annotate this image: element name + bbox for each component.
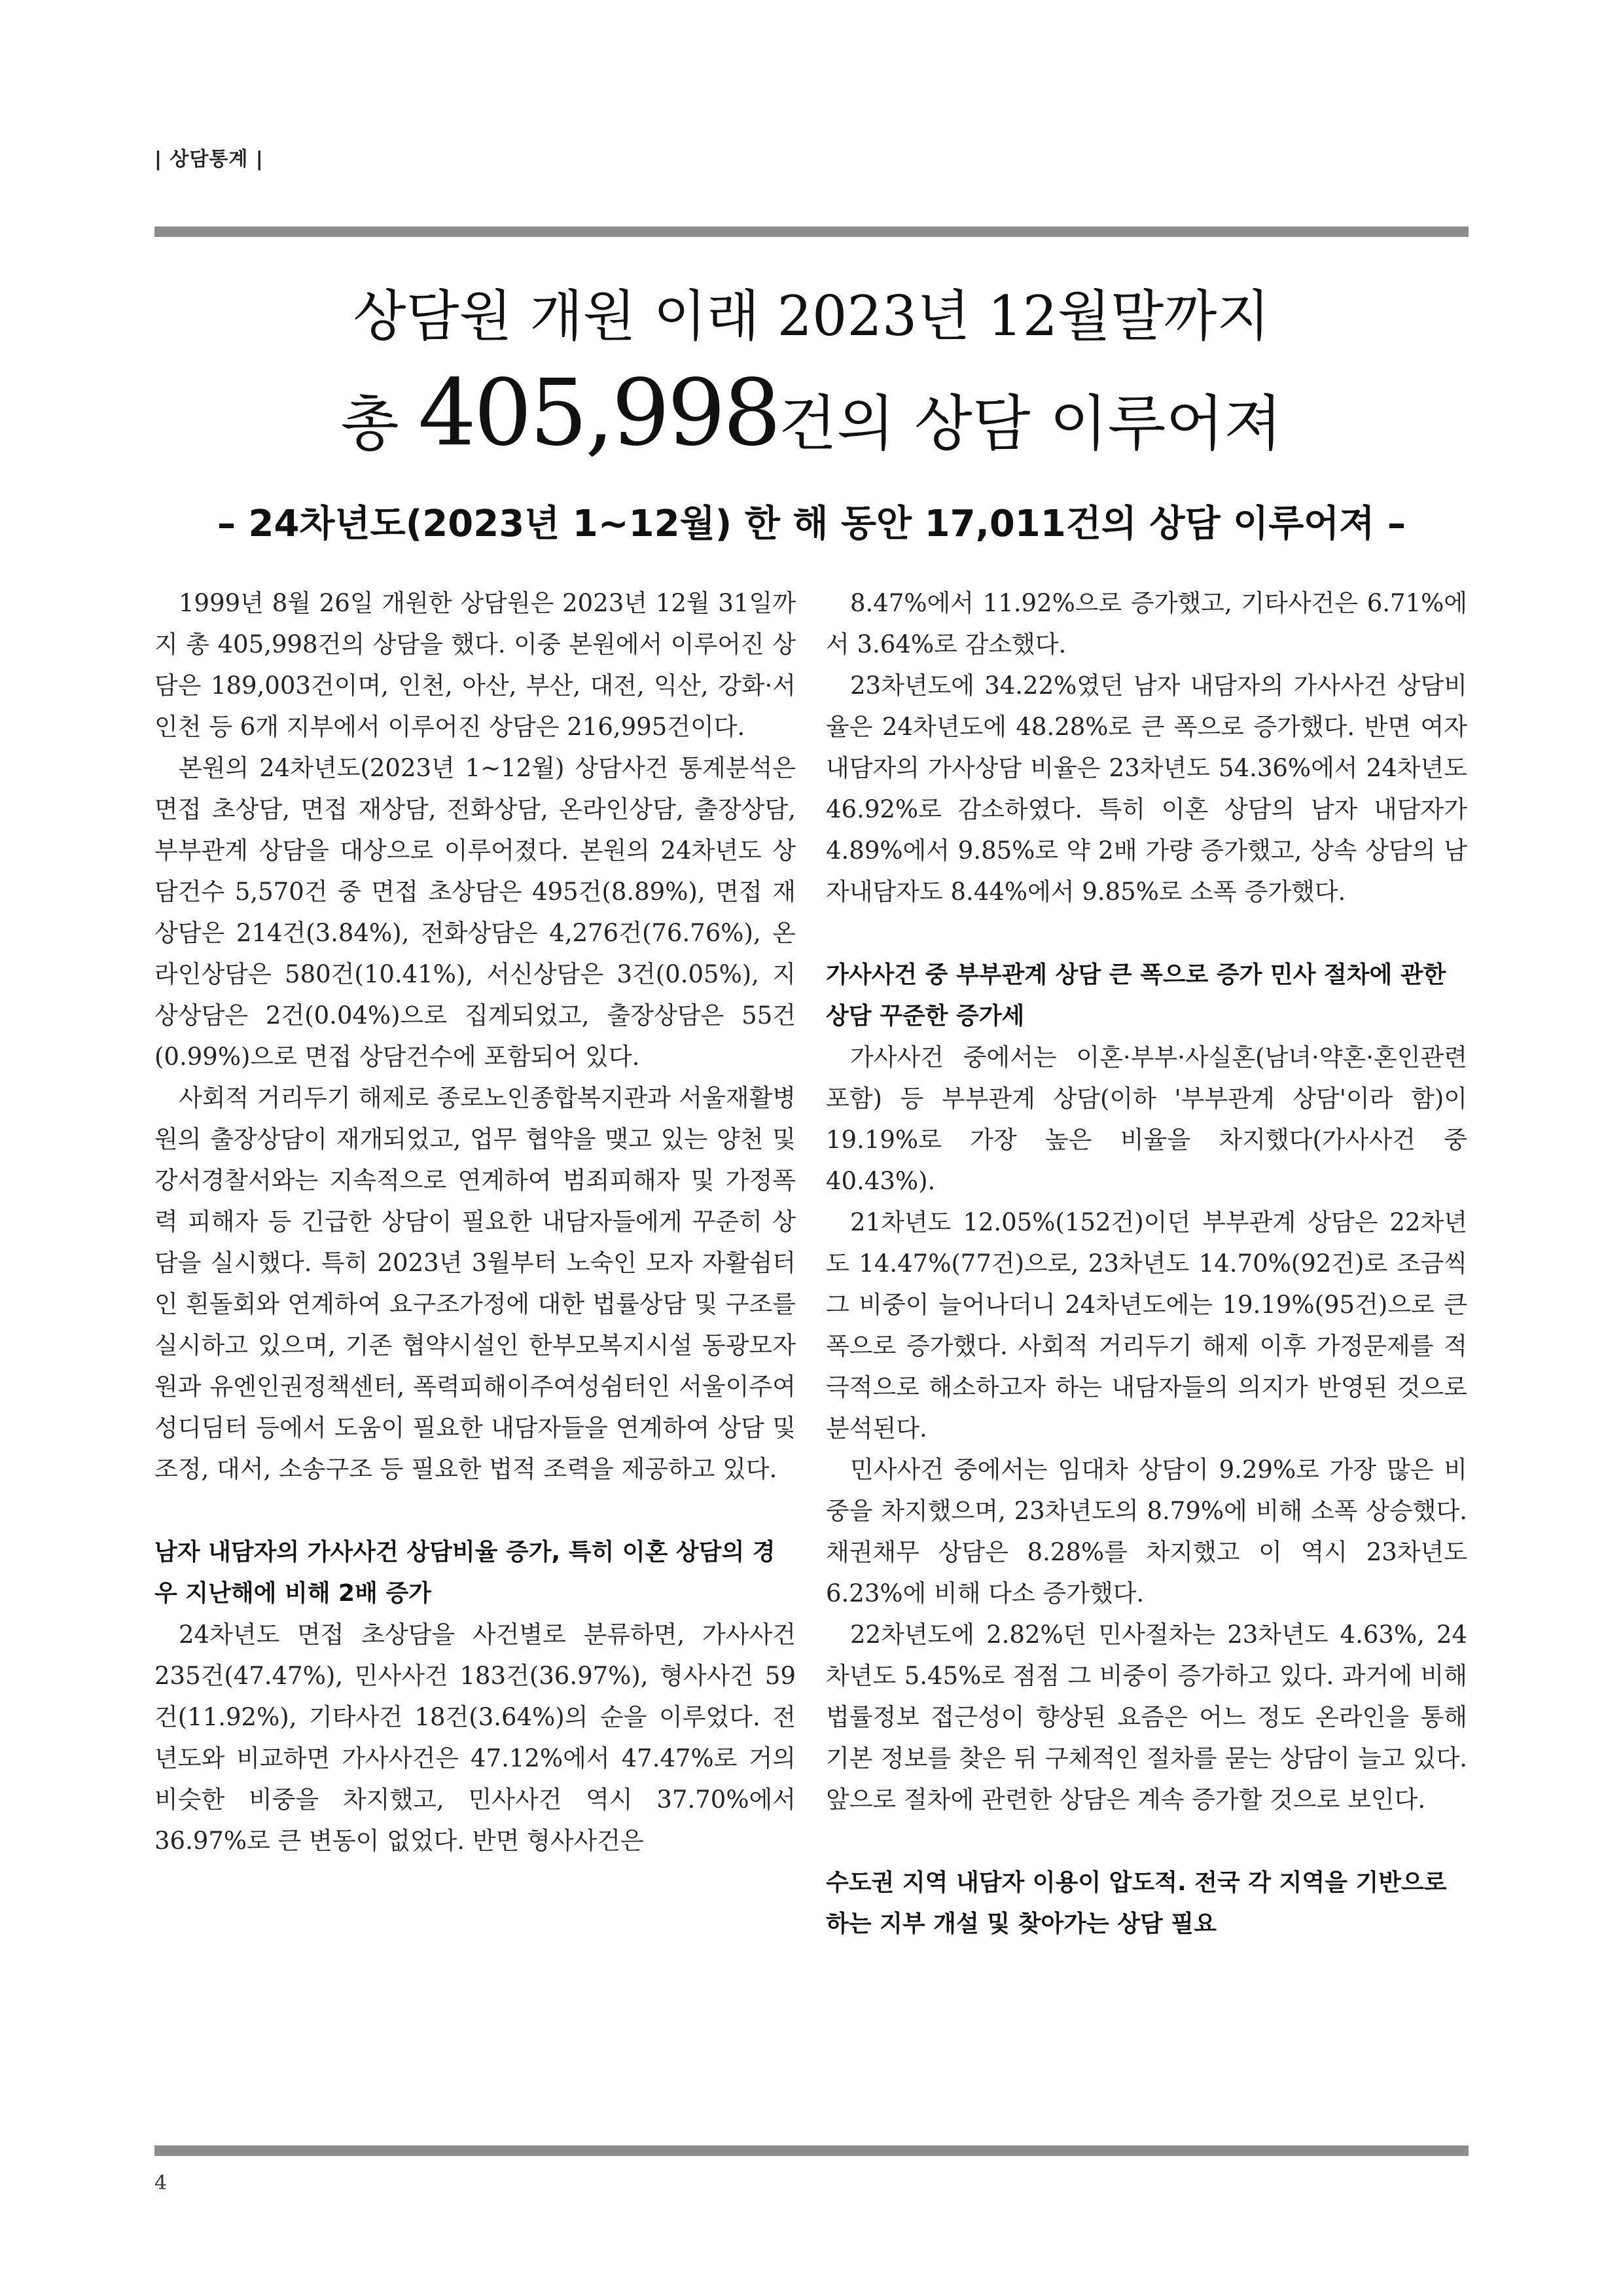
paragraph: 사회적 거리두기 해제로 종로노인종합복지관과 서울재활병원의 출장상담이 재개되었고, 업무 협약을 맺고 있는 양천 및 강서경찰서와는 지속적으로 연계하여 범죄피해자 및 가정폭력 피해자 등 긴급한 상담이 필요한 내담자들에게 꾸준히 상담을 실시했다. 특히 2023년 3월부터 노숙인 모자 자활쉼터인 흰돌회와 연계하여 요구조가정에 대한 법률상담 및 구조를 실시하고 있으며, 기존 협약시설인 한부모복지시설 동광모자원과 유엔인권정책센터, 폭력피해이주여성쉼터인 서울이주여성디딤터 등에서 도움이 필요한 내담자들을 연계하여 상담 및 조정, 대서, 소송구조 등 필요한 법적 조력을 제공하고 있다. [154,1084,796,1483]
section-heading: 수도권 지역 내담자 이용이 압도적. 전국 각 지역을 기반으로 하는 지부 개설 및 찾아가는 상담 필요 [826,1869,1447,1937]
paragraph: 21차년도 12.05%(152건)이던 부부관계 상담은 22차년도 14.47%(77건)으로, 23차년도 14.70%(92건)로 조금씩 그 비중이 늘어나더니 24차년도에는 19.19%(95건)으로 큰 폭으로 증가했다. 사회적 거리두기 해제 이후 가정문제를 적극적으로 해소하고자 하는 내담자들의 의지가 반영된 것으로 분석된다. [826,1208,1467,1443]
headline-suffix: 건의 상담 이루어져 [778,389,1283,459]
section-heading: 남자 내담자의 가사사건 상담비율 증가, 특히 이혼 상담의 경우 지난해에 비해 2배 증가 [154,1539,776,1607]
bottom-divider [154,2145,1469,2156]
top-divider [154,226,1469,237]
paragraph: 민사사건 중에서는 임대차 상담이 9.29%로 가장 많은 비중을 차지했으며, 23차년도의 8.79%에 비해 소폭 상승했다. 채권채무 상담은 8.28%를 차지했고 이 역시 23차년도 6.23%에 비해 다소 증가했다. [826,1456,1467,1607]
headline-line-1: 상담원 개원 이래 2023년 12월말까지 [353,284,1270,348]
page-number: 4 [154,2172,168,2195]
spacer [826,1820,1467,1862]
headline-line-2 [154,360,1469,467]
right-column [826,583,1467,1945]
paragraph: 1999년 8월 26일 개원한 상담원은 2023년 12월 31일까지 총 405,998건의 상담을 했다. 이중 본원에서 이루어진 상담은 189,003건이며, 인천, 아산, 부산, 대전, 익산, 강화·서인천 등 6개 지부에서 이루어진 상담은 216,995건이다. [154,589,796,741]
paragraph: 가사사건 중에서는 이혼·부부·사실혼(남녀·약혼·혼인관련 포함) 등 부부관계 상담(이하 '부부관계 상담'이라 함)이 19.19%로 가장 높은 비율을 차지했다(가사사건 중 40.43%). [826,1043,1467,1195]
spacer [154,1490,796,1532]
headline-total-count: 405,998 [418,360,779,467]
paragraph: 23차년도에 34.22%였던 남자 내담자의 가사사건 상담비율은 24차년도에 48.28%로 큰 폭으로 증가했다. 반면 여자 내담자의 가사상담 비율은 23차년도 54.36%에서 24차년도 46.92%로 감소하였다. 특히 이혼 상담의 남자 내담자가 4.89%에서 9.85%로 약 2배 가량 증가했고, 상속 상담의 남자내담자도 8.44%에서 9.85%로 소폭 증가했다. [826,672,1467,906]
left-column [154,583,796,1861]
paragraph: 24차년도 면접 초상담을 사건별로 분류하면, 가사사건 235건(47.47%), 민사사건 183건(36.97%), 형사사건 59건(11.92%), 기타사건 18건(3.64%)의 순을 이루었다. 전년도와 비교하면 가사사건은 47.12%에서 47.47%로 거의 비슷한 비중을 차지했고, 민사사건 역시 37.70%에서 36.97%로 큰 변동이 없었다. 반면 형사사건은 [154,1621,796,1855]
headline-prefix: 총 [340,389,418,459]
paragraph: 8.47%에서 11.92%으로 증가했고, 기타사건은 6.71%에서 3.64%로 감소했다. [826,589,1467,658]
paragraph: 22차년도에 2.82%던 민사절차는 23차년도 4.63%, 24차년도 5.45%로 점점 그 비중이 증가하고 있다. 과거에 비해 법률정보 접근성이 향상된 요즘은 어느 정도 온라인을 통해 기본 정보를 찾은 뒤 구체적인 절차를 묻는 상담이 늘고 있다. 앞으로 절차에 관련한 상담은 계속 증가할 것으로 보인다. [826,1621,1467,1814]
section-heading: 가사사건 중 부부관계 상담 큰 폭으로 증가 민사 절차에 관한 상담 꾸준한 증가세 [826,961,1446,1030]
paragraph: 본원의 24차년도(2023년 1~12월) 상담사건 통계분석은 면접 초상담, 면접 재상담, 전화상담, 온라인상담, 출장상담, 부부관계 상담을 대상으로 이루어졌다. 본원의 24차년도 상담건수 5,570건 중 면접 초상담은 495건(8.89%), 면접 재상담은 214건(3.84%), 전화상담은 4,276건(76.76%), 온라인상담은 580건(10.41%), 서신상담은 3건(0.05%), 지상상담은 2건(0.04%)으로 집계되었고, 출장상담은 55건(0.99%)으로 면접 상담건수에 포함되어 있다. [154,754,796,1071]
subtitle: – 24차년도(2023년 1~12월) 한 해 동안 17,011건의 상담 이루어져 – [217,503,1406,545]
spacer [826,912,1467,954]
section-label: | 상담통계 | [154,148,264,171]
